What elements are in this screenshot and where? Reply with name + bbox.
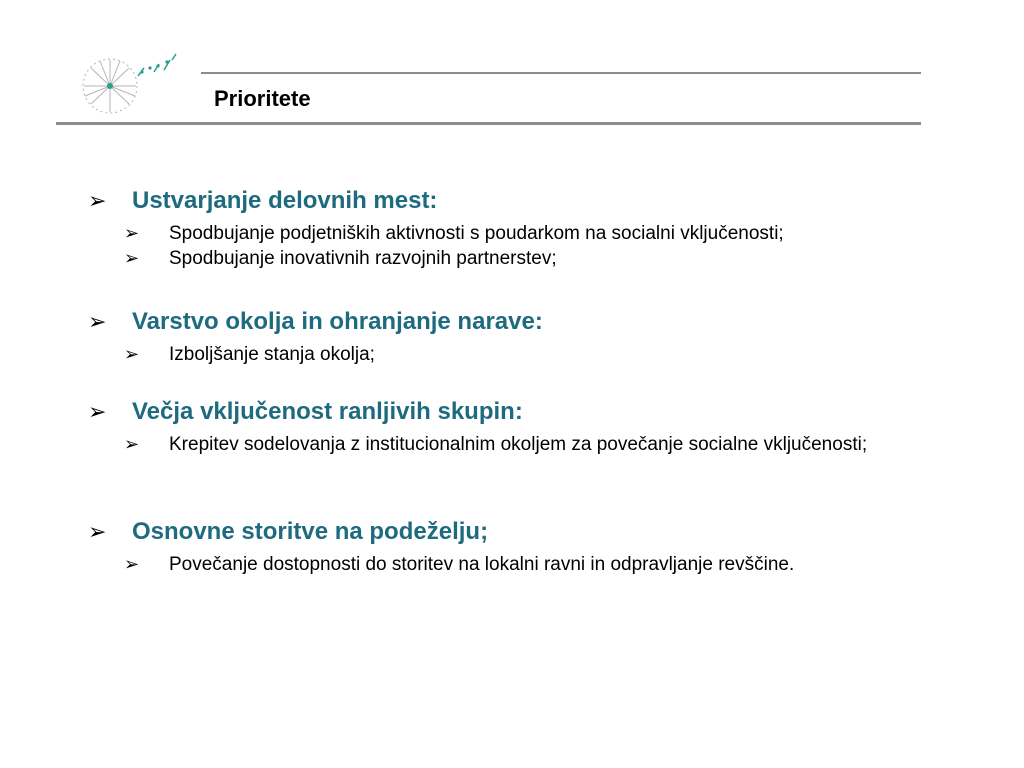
arrow-bullet-icon: ➢ — [124, 434, 140, 455]
section-items — [124, 432, 988, 457]
section-heading-text: Varstvo okolja in ohranjanje narave: — [132, 308, 543, 335]
section-heading-text: Ustvarjanje delovnih mest: — [132, 187, 438, 214]
section-items — [124, 342, 988, 367]
section-ustvarjanje-delovnih-mest — [88, 186, 988, 271]
list-item — [124, 552, 988, 577]
list-item-text: Spodbujanje inovativnih razvojnih partnerstev; — [169, 248, 557, 269]
arrow-bullet-icon: ➢ — [88, 520, 107, 545]
section-heading — [88, 397, 988, 428]
section-heading-text: Osnovne storitve na podeželju; — [132, 518, 489, 545]
dandelion-logo — [72, 46, 184, 120]
list-item-text: Krepitev sodelovanja z institucionalnim okoljem za povečanje socialne vključenosti; — [169, 434, 868, 455]
arrow-bullet-icon: ➢ — [88, 310, 107, 335]
section-heading — [88, 307, 988, 338]
section-vecja-vkljucenost — [88, 397, 988, 457]
list-item — [124, 342, 988, 367]
page-title: Prioritete — [214, 86, 311, 111]
header-rule-bottom — [56, 122, 921, 125]
arrow-bullet-icon: ➢ — [124, 554, 140, 575]
section-varstvo-okolja — [88, 307, 988, 367]
arrow-bullet-icon: ➢ — [88, 400, 107, 425]
list-item-text: Izboljšanje stanja okolja; — [169, 344, 375, 365]
arrow-bullet-icon: ➢ — [124, 223, 140, 244]
section-heading — [88, 186, 988, 217]
section-heading-text: Večja vključenost ranljivih skupin: — [132, 398, 523, 425]
section-osnovne-storitve — [88, 517, 988, 577]
dandelion-logo-icon — [72, 46, 184, 120]
list-item-text: Povečanje dostopnosti do storitev na lokalni ravni in odpravljanje revščine. — [169, 554, 795, 575]
list-item — [124, 221, 988, 246]
section-items — [124, 221, 988, 271]
section-items — [124, 552, 988, 577]
header-rule-top — [201, 72, 921, 74]
list-item-text: Spodbujanje podjetniških aktivnosti s poudarkom na socialni vključenosti; — [169, 223, 784, 244]
arrow-bullet-icon: ➢ — [88, 189, 107, 214]
list-item — [124, 246, 988, 271]
arrow-bullet-icon: ➢ — [124, 248, 140, 269]
section-heading — [88, 517, 988, 548]
list-item — [124, 432, 988, 457]
arrow-bullet-icon: ➢ — [124, 344, 140, 365]
